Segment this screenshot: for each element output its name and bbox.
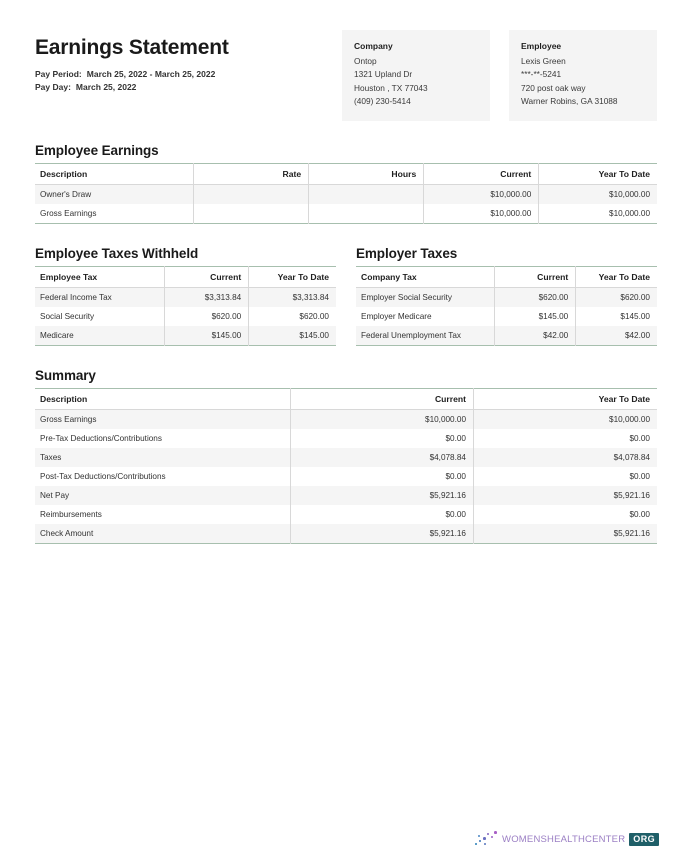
- cell-current: $145.00: [164, 326, 248, 346]
- summary-section: [35, 368, 657, 544]
- table-row: [35, 307, 336, 326]
- employee-ssn: ***-**-5241: [521, 69, 562, 80]
- watermark-badge: ORG: [629, 833, 659, 846]
- employee-earnings-title: Employee Earnings: [35, 142, 159, 158]
- watermark-logo: [475, 829, 659, 849]
- cell-current: $5,921.16: [290, 486, 473, 505]
- company-phone: (409) 230-5414: [354, 96, 411, 107]
- table-row: [35, 467, 657, 486]
- employer-taxes-table: [356, 266, 657, 346]
- col-rate: Rate: [194, 163, 309, 184]
- cell-current: $3,313.84: [164, 287, 248, 307]
- col-current: Current: [424, 163, 539, 184]
- company-city-state-zip: Houston , TX 77043: [354, 82, 428, 93]
- table-header-row: [35, 163, 657, 184]
- cell-description: Pre-Tax Deductions/Contributions: [35, 429, 290, 448]
- cell-current: $10,000.00: [290, 409, 473, 429]
- col-current: Current: [290, 388, 473, 409]
- cell-description: Reimbursements: [35, 505, 290, 524]
- pay-period-label: Pay Period:: [35, 69, 82, 80]
- table-row: [35, 429, 657, 448]
- cell-current: $620.00: [494, 287, 575, 307]
- employee-taxes-title: Employee Taxes Withheld: [35, 245, 199, 261]
- cell-current: $42.00: [494, 326, 575, 346]
- cell-tax-name: Social Security: [35, 307, 164, 326]
- company-name: Ontop: [354, 56, 377, 66]
- table-row: [35, 184, 657, 204]
- table-row: [35, 448, 657, 467]
- employee-info-box: [509, 30, 657, 121]
- cell-current: $620.00: [164, 307, 248, 326]
- table-row: [356, 307, 657, 326]
- cell-rate: [194, 184, 309, 204]
- col-ytd: Year To Date: [539, 163, 657, 184]
- cell-tax-name: Medicare: [35, 326, 164, 346]
- cell-ytd: $4,078.84: [474, 448, 658, 467]
- cell-rate: [194, 204, 309, 224]
- header-title-block: [35, 30, 229, 94]
- table-row: [35, 287, 336, 307]
- watermark-text: WOMENSHEALTHCENTER: [502, 833, 626, 845]
- pay-day-row: [35, 81, 229, 94]
- col-current: Current: [164, 266, 248, 287]
- cell-description: Net Pay: [35, 486, 290, 505]
- dots-icon: [475, 830, 501, 848]
- cell-ytd: $0.00: [474, 467, 658, 486]
- col-company-tax: Company Tax: [356, 266, 494, 287]
- employee-name: Lexis Green: [521, 56, 566, 66]
- cell-ytd: $3,313.84: [249, 287, 336, 307]
- table-row: [356, 287, 657, 307]
- employer-taxes-section: [356, 246, 657, 346]
- employee-taxes-table: [35, 266, 336, 346]
- cell-ytd: $620.00: [249, 307, 336, 326]
- table-header-row: [35, 388, 657, 409]
- col-description: Description: [35, 388, 290, 409]
- employee-heading: Employee: [521, 41, 562, 51]
- cell-current: $5,921.16: [290, 524, 473, 544]
- summary-title: Summary: [35, 367, 96, 383]
- cell-description: Gross Earnings: [35, 409, 290, 429]
- table-row: [35, 409, 657, 429]
- cell-current: $10,000.00: [424, 184, 539, 204]
- col-description: Description: [35, 163, 194, 184]
- cell-hours: [309, 204, 424, 224]
- page-title: Earnings Statement: [35, 36, 229, 59]
- cell-ytd: $10,000.00: [539, 204, 657, 224]
- cell-current: $10,000.00: [424, 204, 539, 224]
- cell-tax-name: Employer Medicare: [356, 307, 494, 326]
- col-ytd: Year To Date: [474, 388, 658, 409]
- cell-ytd: $145.00: [249, 326, 336, 346]
- taxes-section: [35, 246, 657, 346]
- company-info-box: [342, 30, 490, 121]
- table-row: [35, 524, 657, 544]
- cell-description: Owner's Draw: [35, 184, 194, 204]
- cell-tax-name: Federal Income Tax: [35, 287, 164, 307]
- table-row: [35, 486, 657, 505]
- cell-description: Post-Tax Deductions/Contributions: [35, 467, 290, 486]
- col-hours: Hours: [309, 163, 424, 184]
- employee-earnings-section: [35, 143, 657, 224]
- employee-earnings-table: [35, 163, 657, 224]
- document-header: [35, 30, 657, 121]
- col-ytd: Year To Date: [576, 266, 657, 287]
- table-row: [356, 326, 657, 346]
- cell-description: Taxes: [35, 448, 290, 467]
- pay-day-value: March 25, 2022: [75, 82, 137, 93]
- cell-description: Gross Earnings: [35, 204, 194, 224]
- cell-ytd: $145.00: [576, 307, 657, 326]
- cell-ytd: $0.00: [474, 429, 658, 448]
- cell-current: $145.00: [494, 307, 575, 326]
- cell-ytd: $10,000.00: [539, 184, 657, 204]
- employer-taxes-title: Employer Taxes: [356, 245, 458, 261]
- cell-description: Check Amount: [35, 524, 290, 544]
- cell-ytd: $42.00: [576, 326, 657, 346]
- employee-city-state-zip: Warner Robins, GA 31088: [521, 96, 618, 107]
- company-street: 1321 Upland Dr: [354, 69, 413, 80]
- party-info-boxes: [342, 30, 657, 121]
- table-header-row: [35, 266, 336, 287]
- cell-current: $0.00: [290, 467, 473, 486]
- table-header-row: [356, 266, 657, 287]
- cell-tax-name: Federal Unemployment Tax: [356, 326, 494, 346]
- cell-hours: [309, 184, 424, 204]
- table-row: [35, 326, 336, 346]
- cell-ytd: $5,921.16: [474, 524, 658, 544]
- employee-street: 720 post oak way: [521, 82, 586, 93]
- company-heading: Company: [354, 41, 393, 51]
- cell-current: $0.00: [290, 505, 473, 524]
- table-row: [35, 204, 657, 224]
- col-ytd: Year To Date: [249, 266, 336, 287]
- summary-table: [35, 388, 657, 544]
- cell-ytd: $10,000.00: [474, 409, 658, 429]
- cell-ytd: $5,921.16: [474, 486, 658, 505]
- pay-period-value: March 25, 2022 - March 25, 2022: [86, 69, 216, 80]
- pay-period-row: [35, 68, 229, 81]
- cell-ytd: $620.00: [576, 287, 657, 307]
- cell-current: $4,078.84: [290, 448, 473, 467]
- cell-tax-name: Employer Social Security: [356, 287, 494, 307]
- employee-taxes-section: [35, 246, 336, 346]
- cell-current: $0.00: [290, 429, 473, 448]
- col-employee-tax: Employee Tax: [35, 266, 164, 287]
- col-current: Current: [494, 266, 575, 287]
- pay-day-label: Pay Day:: [35, 82, 71, 93]
- table-row: [35, 505, 657, 524]
- cell-ytd: $0.00: [474, 505, 658, 524]
